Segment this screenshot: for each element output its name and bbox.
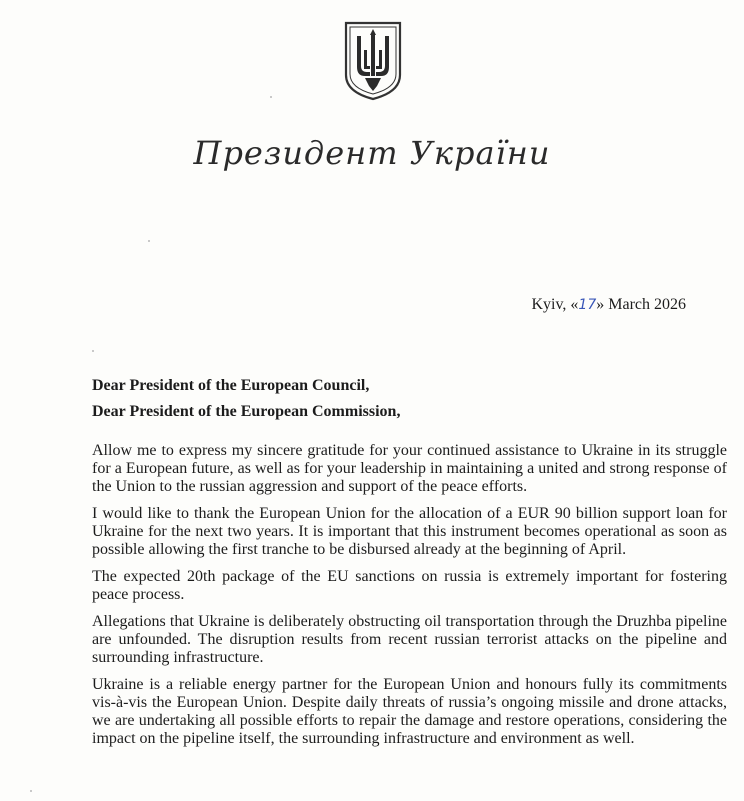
- body-paragraph: Allow me to express my sincere gratitude for your continued assistance to Ukraine in its struggle for a European future, as well as for your leadership in maintaining a united and strong response of the Union to the russian aggression and support of the peace efforts.: [92, 442, 727, 495]
- body-paragraph: I would like to thank the European Union for the allocation of a EUR 90 billion support loan for Ukraine for the next two years. It is important that this instrument becomes operational as soon as possible allowing the first tranche to be disbursed already at the beginning of April.: [92, 505, 727, 558]
- salutation-line: Dear President of the European Council,: [92, 377, 370, 394]
- tryzub-coat-of-arms-icon: [343, 20, 403, 102]
- salutation-block: [92, 373, 400, 425]
- scan-speck: [148, 240, 150, 242]
- salutation-line: Dear President of the European Commission,: [92, 403, 401, 420]
- scan-speck: [92, 350, 94, 352]
- letterhead-title: Президент України: [193, 134, 551, 172]
- dateline: [531, 296, 686, 314]
- body-paragraph: The expected 20th package of the EU sanctions on russia is extremely important for fostering peace process.: [92, 568, 727, 603]
- scan-speck: [30, 790, 32, 792]
- dateline-prefix: Kyiv, «: [531, 296, 579, 313]
- dateline-day: 17: [578, 297, 597, 313]
- scan-speck: [270, 96, 272, 98]
- dateline-suffix: » March 2026: [596, 296, 686, 313]
- body-paragraph: Allegations that Ukraine is deliberately obstructing oil transportation through the Druzhba pipeline are unfounded. The disruption results from recent russian terrorist attacks on the pipeline and surrounding infrastructure.: [92, 613, 727, 666]
- body-paragraph: Ukraine is a reliable energy partner for the European Union and honours fully its commitments vis-à-vis the European Union. Despite daily threats of russia’s ongoing missile and drone attacks, we are undertaking all possible efforts to repair the damage and restore operations, considering the impact on the pipeline itself, the surrounding infrastructure and environment as well.: [92, 676, 727, 747]
- letter-body: [92, 442, 727, 757]
